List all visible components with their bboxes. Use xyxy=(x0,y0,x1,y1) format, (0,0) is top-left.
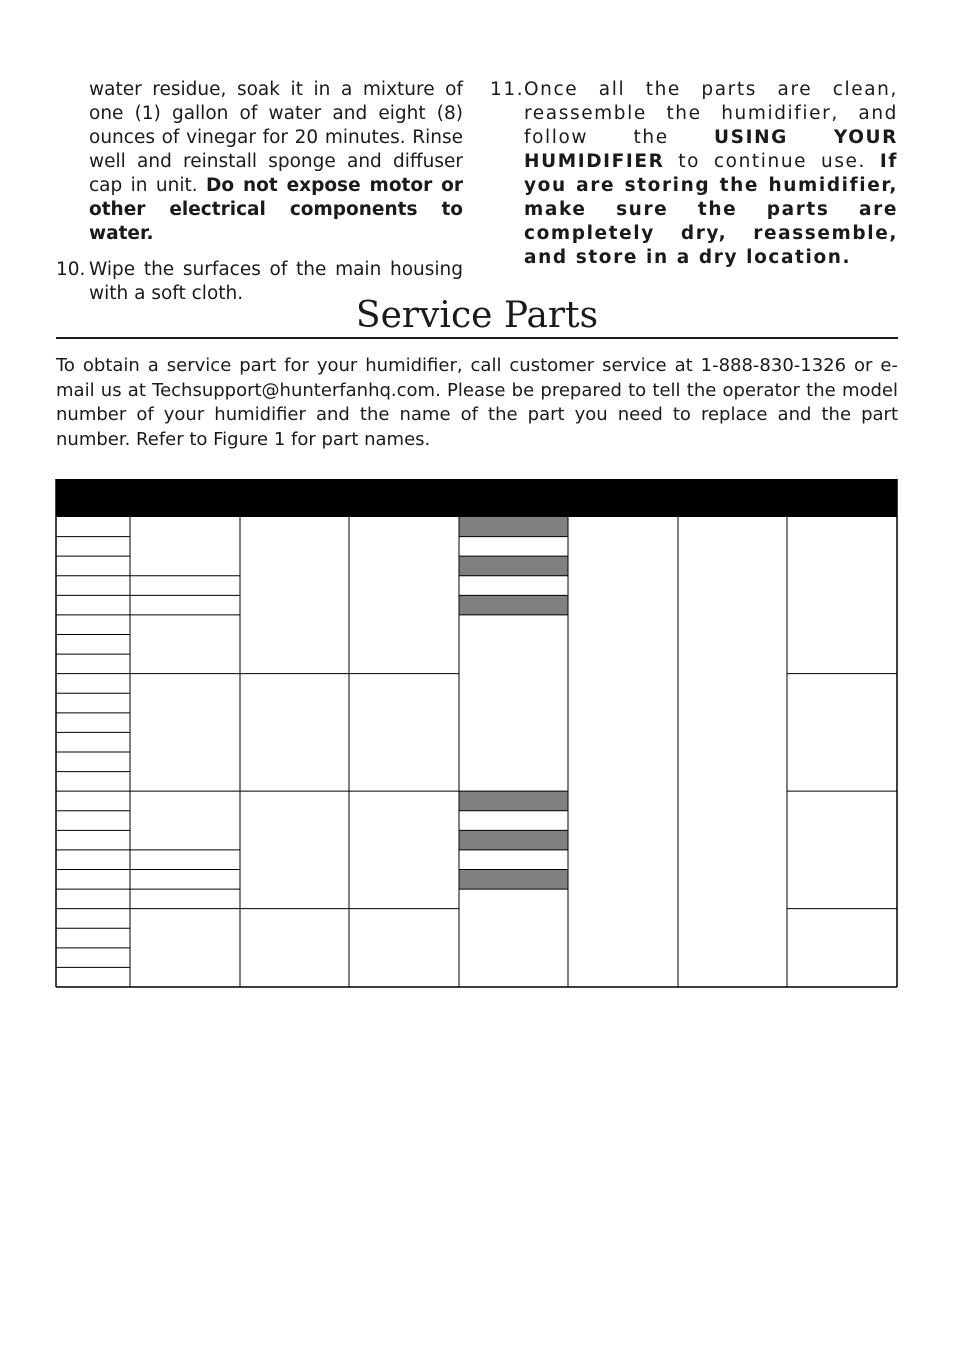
step-11-section-reference: USING YOUR HUMIDIFIER xyxy=(524,127,898,172)
step-11-number: 11. xyxy=(490,79,525,100)
shaded-cell xyxy=(459,595,568,615)
step-11-text-a: Once all the parts are clean, reassemble the humidifier, and follow the xyxy=(524,79,898,148)
shaded-cell xyxy=(459,517,568,537)
table-header xyxy=(56,479,897,517)
step-10-number: 10. xyxy=(56,259,86,280)
shaded-cell xyxy=(459,556,568,576)
step-11-text-b: to continue use. xyxy=(678,151,867,172)
page-title: Service Parts xyxy=(355,295,599,336)
step-9-warning: Do not expose motor or other electrical components to water. xyxy=(89,175,463,244)
step-11-storage-note: If you are storing the humidifier, make sure the parts are completely dry, reassemble, and store in a dry location. xyxy=(524,151,898,268)
intro-paragraph: To obtain a service part for your humidifier, call customer service at 1-888-830-1326 or e-mail us at Techsupport@hunterfanhq.com. Please be prepared to tell the operator the model number of your humidifier and the name of the part you need to replace and the part number. Refer to Figure 1 for part names. xyxy=(56,355,898,450)
step-9-text: water residue, soak it in a mixture of one (1) gallon of water and eight (8) ounces of vinegar for 20 minutes. Rinse well and reinstall sponge and diffuser cap in unit. xyxy=(89,79,463,196)
shaded-cell xyxy=(459,830,568,850)
step-10-text: Wipe the surfaces of the main housing with a soft cloth. xyxy=(89,259,463,304)
shaded-cell xyxy=(459,870,568,890)
shaded-cell xyxy=(459,791,568,811)
